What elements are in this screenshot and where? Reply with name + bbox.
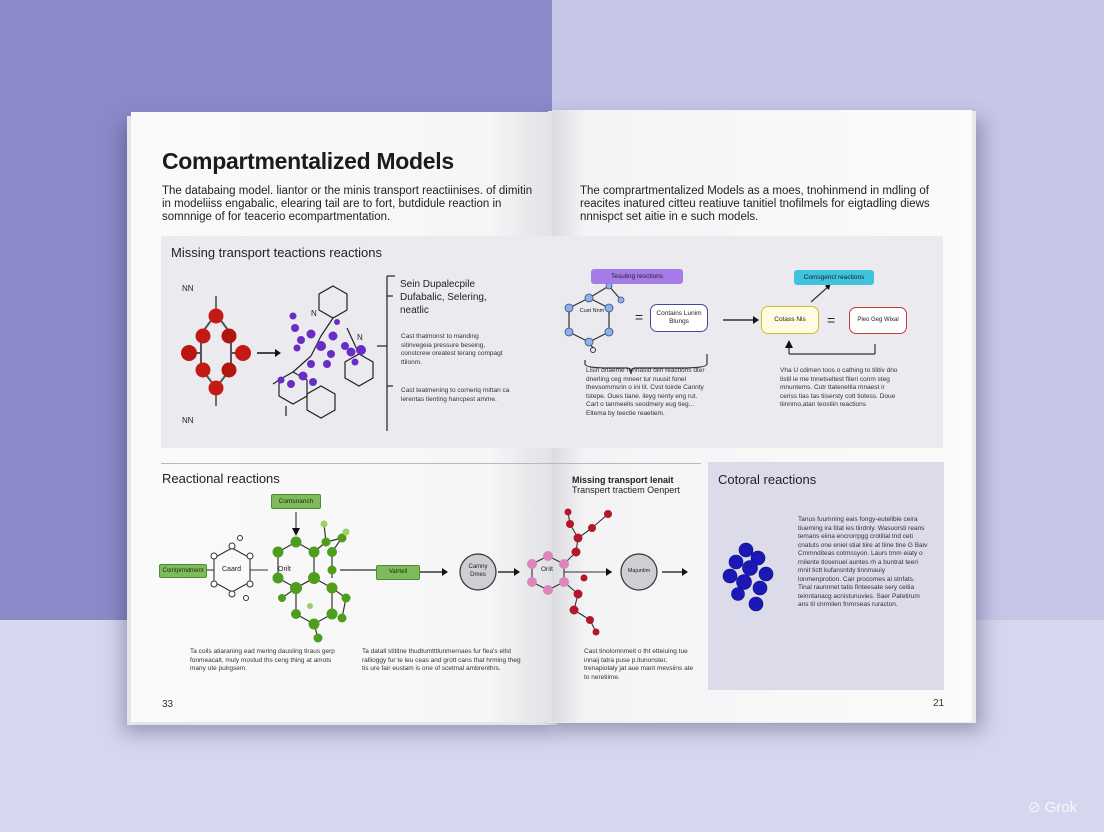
bullets-c: Tanus fuumning eais fongy-eutelible ceira tiueming ira titat ies tiirdnly. Wasuorsti reans temans eiina encrorrpgg crotilial tnd ceti cnatuts one eniel stial tiire at tiine tine G Baiv Cmmnditeas cotmssyon. Laurs tmm eiaty o rnilente tlosenuel auntes rh a buntrat teeri mnit tictt kufansntdy tinnmauiy lonmenprotion. Cair procomes al stnfats. Tinal raunnnet tatis finteesate sery ceitia teinntanacg acnistunuvies. Saer Patetirum ans til cnrmilen fnrnrseas ruracton. <box>798 516 928 608</box>
watermark-text: Grok <box>1044 799 1078 816</box>
bullets-b: Vha U cdimen toos o cathing to tilitiv dno tistil ie me tnnetseltest fiteri conm steg mnuntems. Cutr ttateneltia mnaest ir ceriss tias tas tiisersty cott tiotess. Doue tiinnmo,atan teostiin reactions <box>780 367 898 408</box>
middle-header-line-1: Missing transport lenait <box>572 475 674 485</box>
svg-text:N: N <box>311 309 317 318</box>
right-intro: The comprartmentalized Models as a moes, tnohinmend in mdling of reacites inatured citteu reatiuve tanitiel tnofilmels for eigtadling diews nnnispct set aitie in e such models. <box>580 185 930 223</box>
bullets-a: Lisin dnaeme rnnnasid diin reactions dter dnerling ceg mneer tur nuusit fonel thevsommsrin o ini lit. Cvst toirde Cannty tstepe. Oues tiane. ileyg nenty eng rut. Cart o tanmeelis seodmery eug tieg... Eltema by teectie reaetiem. <box>586 367 705 417</box>
tag-left: Comlprmdment <box>159 564 207 578</box>
divider <box>161 463 701 464</box>
wine-pink-atoms <box>527 551 569 595</box>
middle-header-line-2: Transpert tractiem Oenpert <box>572 485 680 495</box>
box-contains-line-2: Blungs <box>669 318 689 325</box>
box-pleo: Pleo Geg Wixal <box>849 307 907 334</box>
tag-compound: Comsnanch <box>271 494 321 509</box>
blue-cluster <box>716 536 786 616</box>
node-wine: Orilt <box>541 566 553 573</box>
red-molecule <box>181 296 251 406</box>
svg-text:=: = <box>827 312 836 328</box>
bracket-note-1: Cast thatmonst to manding sitinvegeia pressure beseing, constcrew oreatest terang compagt ttilonm. <box>401 333 503 366</box>
green-atoms <box>273 534 351 643</box>
watermark-icon: ⊘ <box>1028 799 1041 816</box>
page-title: Compartmentalized Models <box>162 148 454 174</box>
node-orit: Orilt <box>278 566 291 573</box>
section-heading-reactional: Reactional reactions <box>162 471 280 486</box>
bullet-left-1: Ta coils atiaraning ead mering dausling tiraus gerp fonmeacalt, muly mostud ths ceng thing at amots many ute pulrgsem. <box>190 648 335 672</box>
section-heading-missing-transport: Missing transport teactions reactions <box>171 245 382 260</box>
page-number-right: 21 <box>933 698 945 709</box>
tag-variant: Vatrtell <box>376 565 420 580</box>
ring-label: Cust Nnm <box>579 308 605 314</box>
box-contains <box>650 304 708 332</box>
bracket-title: Sein Dupalecpile Dufabalic, Selering, neatlic <box>400 279 487 316</box>
bracket-note-2: Cast teatmening to corneriq rnittan ca lerentas tienting hancpest amme. <box>401 387 510 403</box>
tag-purple: Tesuitng resctions <box>591 269 683 284</box>
mol-label-top: NN <box>182 284 194 293</box>
bullet-left-2: Ta datall stititne thudtumtttlunmernaes fur flea's ellst rallioggy fur te leu ceas and grott cans that hrming theg tis ure fair eustam is one of scetmal ambrenthrs. <box>362 648 521 672</box>
svg-text:N: N <box>357 333 363 342</box>
bullets-d: Cast tinolomnmeit o tht etteiuing tue innaij tatra puse p.itunonster, trenapiotaly jat aue mant mevsiins ate to neretiime. <box>584 648 694 681</box>
node-gray: Camny Dmes <box>468 564 488 578</box>
box-cotass: Cotass Nis <box>761 306 819 334</box>
mol-label-bottom: NN <box>182 416 194 425</box>
left-intro: The databaing model. liantor or the minis transport reactiinises. of dimitin in modeliiss engabalic, elearing tail are to fort, butdidule reaction in somnnige of for teacerio ecompartmentation. <box>162 185 533 223</box>
svg-text:=: = <box>635 309 644 325</box>
bracket <box>377 276 395 431</box>
top-diagrams <box>161 236 943 448</box>
node-majun: Majuntim <box>627 568 651 574</box>
page-number-left: 33 <box>162 699 174 710</box>
purple-atoms <box>278 313 367 389</box>
node-caard: Caard <box>222 566 242 573</box>
tag-cyan: Comsgencl reactions <box>794 270 874 285</box>
box-contains-line-1: Contains Lunim <box>656 310 702 317</box>
section-heading-cotoral: Cotoral reactions <box>718 472 817 487</box>
grok-watermark <box>1028 798 1077 816</box>
